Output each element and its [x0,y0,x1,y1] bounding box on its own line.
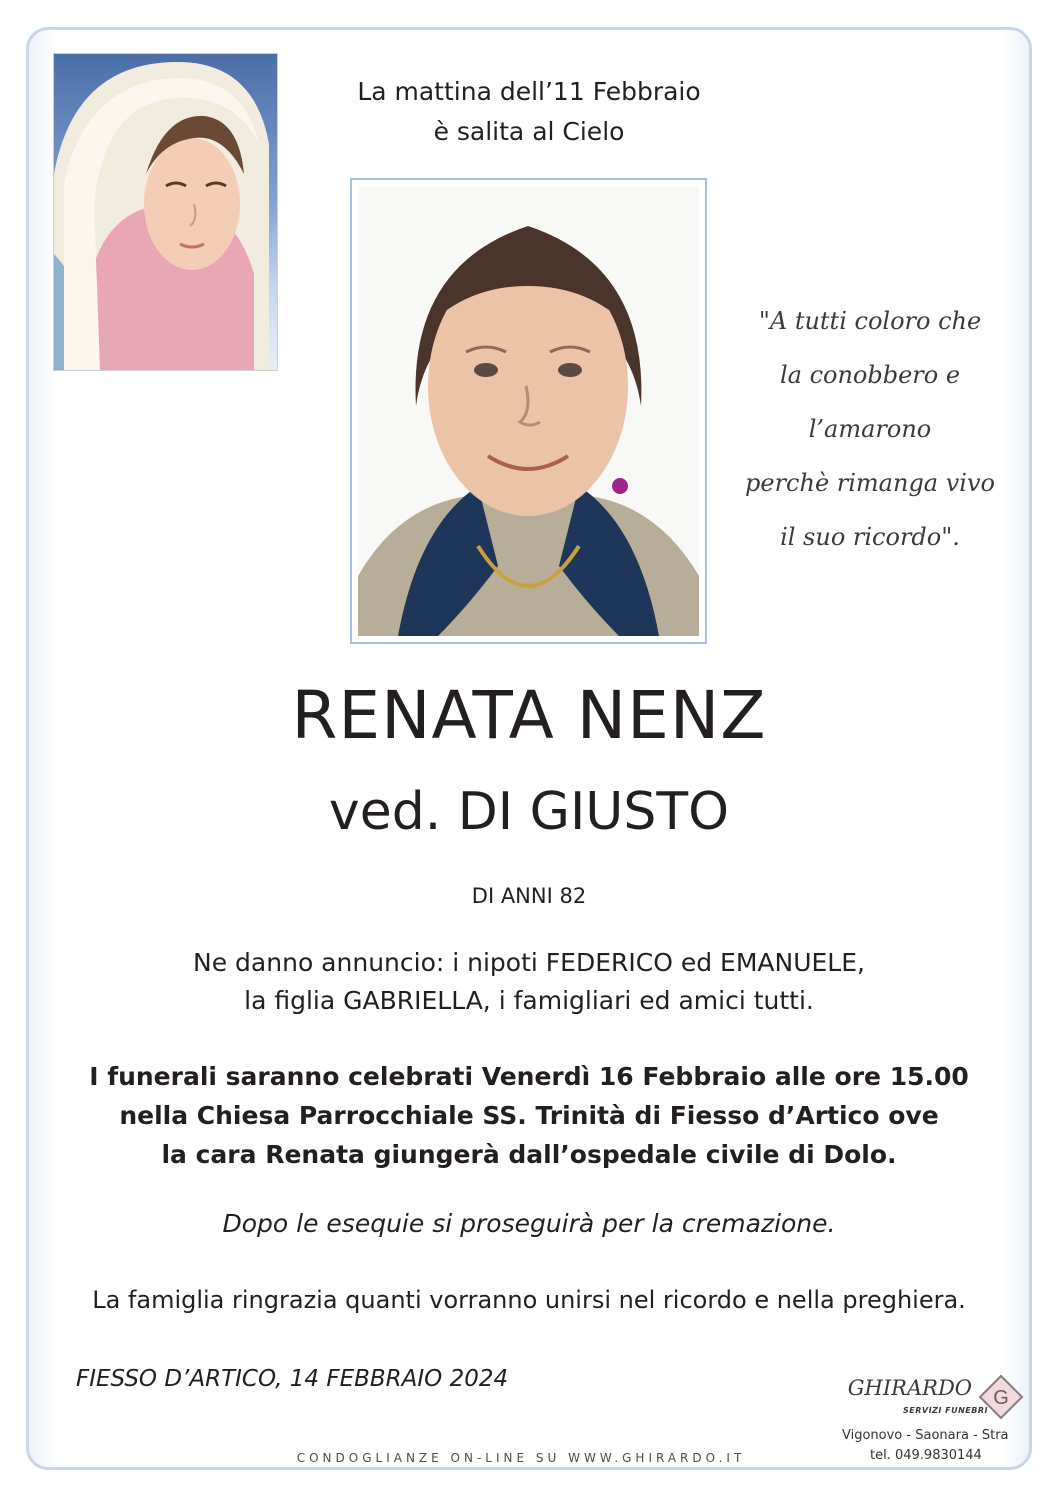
widow-of: ved. DI GIUSTO [328,782,730,842]
agency-phone: tel. 049.9830144 [870,1448,982,1463]
portrait-illustration [358,186,699,636]
agency-name: GHIRARDO [847,1376,972,1400]
agency-locations: Vigonovo - Saonara - Stra [842,1428,1009,1443]
funeral-line-3: la cara Renata giungerà dall’ospedale civile di Dolo. [161,1140,897,1169]
intro-line-2: è salita al Cielo [433,117,625,146]
quote-line-4: il suo ricordo". [780,523,960,551]
cremation-note: Dopo le esequie si proseguirà per la cremazione. [222,1209,836,1238]
funeral-line-2: nella Chiesa Parrocchiale SS. Trinità di Fiesso d’Artico ove [119,1101,939,1130]
agency-logo-letter: G [993,1387,1009,1409]
place-date: FIESSO D’ARTICO, 14 FEBBRAIO 2024 [76,1366,509,1392]
announcement [0,944,1058,1020]
quote-line-3: perchè rimanga vivo [745,469,995,497]
portrait-photo [350,178,707,644]
deceased-age: DI ANNI 82 [471,884,587,908]
quote-line-1: "A tutti coloro che [758,307,982,335]
condolences-website[interactable]: CONDOGLIANZE ON-LINE SU WWW.GHIRARDO.IT [296,1451,746,1465]
announcement-line-2: la figlia GABRIELLA, i famigliari ed amici tutti. [244,986,814,1015]
memorial-quote [720,294,1020,564]
agency-logo [832,1372,1032,1468]
intro-line-1: La mattina dell’11 Febbraio [357,77,701,106]
intro-text [0,72,1058,152]
funeral-details [0,1057,1058,1174]
quote-line-2: la conobbero e l’amarono [779,361,961,443]
funeral-line-1: I funerali saranno celebrati Venerdì 16 Febbraio alle ore 15.00 [89,1062,969,1091]
agency-diamond-icon [978,1374,1024,1420]
thanks-note: La famiglia ringrazia quanti vorranno unirsi nel ricordo e nella preghiera. [92,1286,966,1314]
agency-tagline: SERVIZI FUNEBRI [903,1406,988,1415]
deceased-name: RENATA NENZ [291,677,767,754]
announcement-line-1: Ne danno annuncio: i nipoti FEDERICO ed EMANUELE, [193,948,865,977]
